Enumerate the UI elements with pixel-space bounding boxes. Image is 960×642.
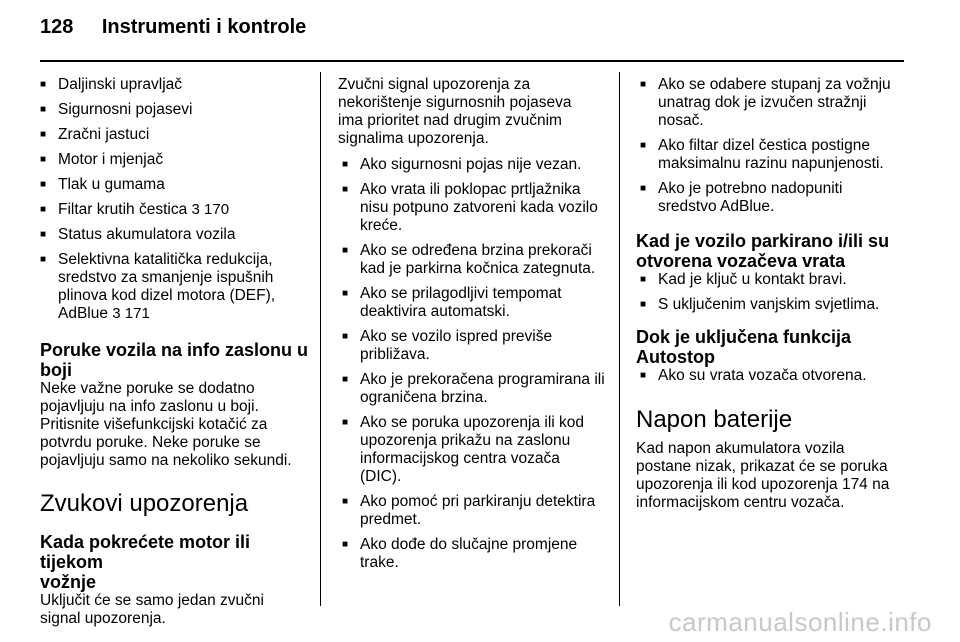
list-item: ■ Ako se prilagodljivi tempomat deaktivira automatski.	[342, 285, 606, 321]
paragraph: Uključit će se samo jedan zvučni signal upozorenja.	[40, 592, 264, 627]
condition-list	[636, 367, 908, 385]
page-number: 128	[40, 16, 74, 38]
list-item: ■ Sigurnosni pojasevi	[40, 101, 310, 119]
list-item: ■ Ako se određena brzina prekorači kad je parkirna kočnica zategnuta.	[342, 242, 606, 278]
paragraph: Kad napon akumulatora vozila postane nizak, prikazat će se poruka upozorenja ili kod upozorenja 174 na informacijskom centru vozača.	[636, 440, 890, 511]
list-item: ■ Motor i mjenjač	[40, 151, 310, 169]
section-heading: Poruke vozila na info zaslonu u boji	[40, 340, 309, 380]
list-item: ■ Daljinski upravljač	[40, 76, 310, 94]
list-item: ■ Selektivna katalitička redukcija, sredstvo za smanjenje ispušnih plinova kod dizel motora (DEF), AdBlue 3 171	[40, 251, 310, 323]
page-reference-link[interactable]: 3 170	[191, 201, 230, 218]
warning-list	[338, 156, 606, 572]
warning-list	[636, 76, 908, 216]
list-item: ■ Ako sigurnosni pojas nije vezan.	[342, 156, 606, 174]
list-item: ■ Ako su vrata vozača otvorena.	[640, 367, 908, 385]
list-item: ■ Zračni jastuci	[40, 126, 310, 144]
list-item: ■ Ako dođe do slučajne promjene trake.	[342, 536, 606, 572]
page-header	[40, 16, 306, 50]
column-2	[338, 76, 606, 579]
watermark: carmanualsonline.info	[668, 607, 932, 637]
list-item: ■ Kad je ključ u kontakt bravi.	[640, 271, 908, 289]
list-item: ■ Tlak u gumama	[40, 176, 310, 194]
list-item: ■ Ako se poruka upozorenja ili kod upozorenja prikažu na zaslonu informacijskog centra vozača (DIC).	[342, 414, 606, 486]
column-divider-1	[320, 72, 321, 606]
section-heading: Kad je vozilo parkirano i/ili su otvorena vozačeva vrata	[636, 231, 890, 271]
header-divider	[40, 60, 904, 62]
list-item: ■ Ako vrata ili poklopac prtljažnika nisu potpuno zatvoreni kada vozilo kreće.	[342, 181, 606, 235]
condition-list	[636, 271, 908, 314]
section-heading: Dok je uključena funkcija Autostop	[636, 327, 852, 367]
list-item: ■ Ako je potrebno nadopuniti sredstvo AdBlue.	[640, 180, 908, 216]
main-heading: Zvukovi upozorenja	[40, 490, 249, 517]
list-item: ■ Filtar krutih čestica 3 170	[40, 201, 310, 219]
section-heading: Kada pokrećete motor ili tijekom vožnje	[40, 532, 251, 592]
list-item: ■ Ako se odabere stupanj za vožnju unatrag dok je izvučen stražnji nosač.	[640, 76, 908, 130]
list-item: ■ S uključenim vanjskim svjetlima.	[640, 296, 908, 314]
column-1	[40, 76, 310, 628]
list-item: ■ Ako se vozilo ispred previše približava.	[342, 328, 606, 364]
page-title: Instrumenti i kontrole	[101, 16, 307, 38]
list-item: ■ Ako pomoć pri parkiranju detektira predmet.	[342, 493, 606, 529]
paragraph: Neke važne poruke se dodatno pojavljuju na info zaslonu u boji. Pritisnite višefunkcijski kotačić za potvrdu poruke. Neke poruke se pojavljuju samo na nekoliko sekundi.	[40, 380, 292, 469]
list-item: ■ Ako je prekoračena programirana ili ograničena brzina.	[342, 371, 606, 407]
list-item: ■ Ako filtar dizel čestica postigne maksimalnu razinu napunjenosti.	[640, 137, 908, 173]
list-item: ■ Status akumulatora vozila	[40, 226, 310, 244]
column-3	[636, 76, 908, 512]
topic-list	[40, 76, 310, 323]
column-divider-2	[619, 72, 620, 606]
main-heading: Napon baterije	[636, 406, 793, 433]
paragraph: Zvučni signal upozorenja za nekorištenje sigurnosnih pojaseva ima prioritet nad drugim zvučnim signalima upozorenja.	[338, 76, 572, 147]
page-reference-link[interactable]: 3 171	[112, 305, 150, 322]
